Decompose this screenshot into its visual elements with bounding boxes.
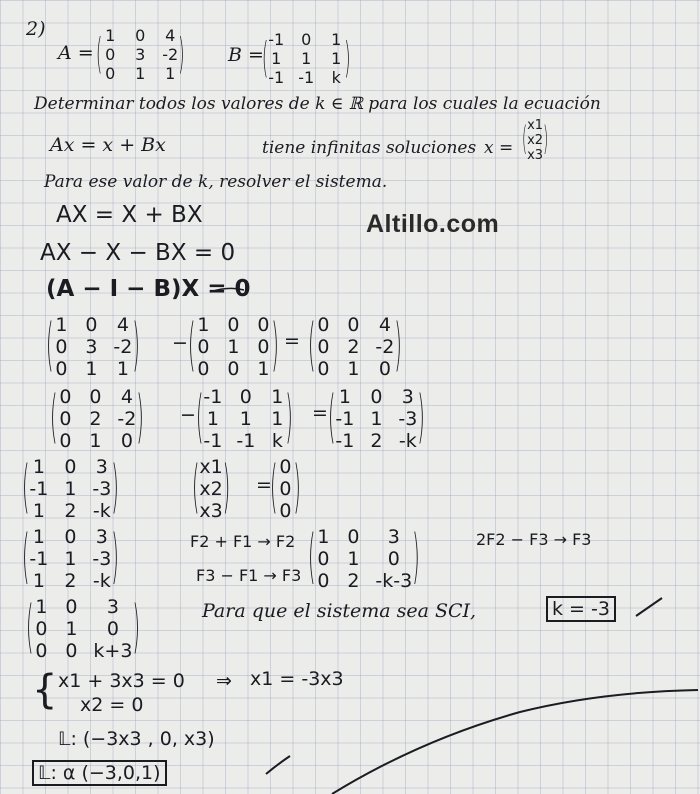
matrix-cell: 2 (347, 570, 360, 592)
left-paren: ( (46, 312, 54, 379)
minus-sign-2: − (180, 404, 196, 426)
right-paren: ) (344, 32, 351, 82)
matrix-cell: 0 (279, 500, 292, 522)
matrix-cell: 1 (206, 408, 219, 430)
right-paren: ) (285, 384, 293, 451)
matrix-cell: 0 (59, 386, 72, 408)
right-paren: ) (293, 454, 301, 521)
matrix-cell: -k (92, 570, 111, 592)
solution-set: 𝕃: (−3x3 , 0, x3) (58, 728, 215, 750)
row-op-3: 2F2 − F3 → F3 (476, 530, 592, 549)
left-paren: ( (196, 384, 204, 451)
matrix-cell: -1 (29, 548, 49, 570)
matrix-cell: 1 (227, 336, 240, 358)
matrix-cell: -1 (268, 30, 285, 49)
matrix-cell: 0 (347, 314, 360, 336)
matrix-cell: -k-3 (375, 570, 413, 592)
matrix-cell: -2 (162, 45, 179, 64)
matrix-cell: 1 (32, 526, 45, 548)
matrix-cell: 0 (227, 358, 240, 380)
sci-conclusion: Para que el sistema sea SCI, (202, 600, 477, 622)
matrix-cell: k (331, 68, 341, 87)
matrix-cell: -k (92, 500, 111, 522)
matrix-cell: -1 (236, 430, 256, 452)
matrix-cell: 1 (370, 408, 383, 430)
right-paren: ) (111, 523, 119, 592)
matrix-cell: 2 (347, 336, 360, 358)
matrix-cell: 1 (32, 456, 45, 478)
matrix-cell: -k (398, 430, 417, 452)
right-paren: ) (132, 312, 140, 379)
matrix-cell: 0 (35, 618, 48, 640)
matrix-cell: 0 (65, 596, 78, 618)
left-paren: ( (22, 523, 30, 592)
matrix-cell: -3 (92, 478, 112, 500)
matrix-cell: 4 (165, 26, 176, 45)
equals-sign-2: = (312, 402, 328, 424)
step-2: AX − X − BX = 0 (40, 240, 236, 266)
matrix-cell: 3 (95, 526, 108, 548)
left-paren: ( (22, 454, 30, 521)
matrix-cell: 1 (105, 26, 116, 45)
matrix-cell: 3 (401, 386, 414, 408)
matrix-cell: 1 (301, 49, 312, 68)
right-paren: ) (178, 28, 185, 78)
matrix-cell: x3 (199, 500, 223, 522)
matrix-cell: 0 (55, 336, 68, 358)
matrix-cell: 0 (197, 336, 210, 358)
matrix-cell: 1 (64, 548, 77, 570)
matrix-cell: 3 (95, 456, 108, 478)
matrix-cell: 1 (32, 500, 45, 522)
matrix-b-label: B = (228, 44, 264, 66)
matrix-cell: 1 (331, 49, 342, 68)
matrix-cell: 4 (116, 314, 129, 336)
matrix-cell: -3 (398, 408, 418, 430)
matrix-cell: x1 (199, 456, 223, 478)
implies-arrow: ⇒ (216, 670, 232, 692)
k-answer-box: k = -3 (546, 596, 616, 622)
matrix-cell: 0 (387, 548, 400, 570)
matrix-cell: -2 (117, 408, 137, 430)
left-paren: ( (522, 121, 528, 160)
matrix-cell: x3 (527, 148, 544, 163)
matrix-cell: 0 (135, 26, 146, 45)
matrix-cell: -3 (92, 548, 112, 570)
matrix-cell: 3 (387, 526, 400, 548)
matrix-cell: 2 (370, 430, 383, 452)
matrix-cell: 0 (89, 386, 102, 408)
matrix-cell: 1 (331, 30, 342, 49)
matrix-cell: 1 (165, 64, 176, 83)
matrix-cell: 0 (227, 314, 240, 336)
matrix-cell: 1 (65, 618, 78, 640)
matrix-cell: 4 (378, 314, 391, 336)
equals-sign-1: = (284, 330, 300, 352)
matrix-cell: -1 (203, 430, 223, 452)
equation-1: x1 + 3x3 = 0 (58, 670, 185, 692)
matrix-cell: k+3 (93, 640, 133, 662)
matrix-cell: -1 (203, 386, 223, 408)
right-paren: ) (417, 384, 425, 451)
matrix-cell: 0 (105, 64, 116, 83)
matrix-cell: 0 (105, 45, 116, 64)
matrix-cell: k (271, 430, 283, 452)
matrix-cell: 0 (120, 430, 133, 452)
matrix-cell: -1 (268, 68, 285, 87)
matrix-cell: 0 (239, 386, 252, 408)
x-label: x = (484, 138, 514, 158)
matrix-cell: 0 (378, 358, 391, 380)
matrix-cell: 0 (35, 640, 48, 662)
equals-sign-3: = (256, 474, 272, 496)
statement-line1: Determinar todos los valores de k ∈ ℝ para los cuales la ecuación (34, 94, 601, 114)
matrix-cell: 0 (59, 408, 72, 430)
matrix-cell: 1 (257, 358, 270, 380)
matrix-cell: 0 (317, 570, 330, 592)
watermark-logo: Altillo.com (366, 210, 500, 238)
matrix-cell: 0 (64, 456, 77, 478)
matrix-cell: 0 (279, 478, 292, 500)
matrix-cell: 1 (32, 570, 45, 592)
matrix-cell: 0 (55, 358, 68, 380)
matrix-cell: 0 (370, 386, 383, 408)
matrix-cell: x2 (527, 133, 544, 148)
statement-line3: Para ese valor de k, resolver el sistema. (44, 172, 388, 192)
left-paren: ( (50, 384, 58, 451)
matrix-cell: 3 (106, 596, 119, 618)
left-paren: ( (26, 594, 34, 661)
matrix-cell: 0 (59, 430, 72, 452)
matrix-cell: 1 (317, 526, 330, 548)
matrix-cell: 0 (106, 618, 119, 640)
check-mark-1 (636, 598, 662, 616)
matrix-cell: 3 (135, 45, 146, 64)
matrix-cell: 1 (239, 408, 252, 430)
matrix-cell: 4 (120, 386, 133, 408)
problem-number: 2) (26, 18, 46, 40)
matrix-cell: 1 (55, 314, 68, 336)
matrix-cell: 0 (317, 548, 330, 570)
matrix-cell: 1 (135, 64, 146, 83)
row-op-2: F3 − F1 → F3 (196, 566, 302, 585)
matrix-cell: 1 (35, 596, 48, 618)
curve-stroke (332, 690, 698, 794)
matrix-cell: 1 (197, 314, 210, 336)
left-paren: ( (96, 28, 103, 78)
matrix-cell: 1 (271, 408, 284, 430)
matrix-cell: -1 (29, 478, 49, 500)
matrix-cell: 0 (279, 456, 292, 478)
matrix-cell: 0 (317, 336, 330, 358)
matrix-cell: 0 (317, 314, 330, 336)
matrix-cell: -1 (298, 68, 315, 87)
statement-equation: Ax = x + Bx (50, 134, 166, 156)
left-paren: ( (262, 32, 269, 82)
right-paren: ) (394, 312, 402, 379)
left-paren: ( (188, 312, 196, 379)
system-brace: { (32, 667, 58, 713)
matrix-cell: 1 (271, 386, 284, 408)
left-paren: ( (270, 454, 278, 521)
right-paren: ) (132, 594, 140, 661)
matrix-cell: -1 (335, 408, 355, 430)
right-paren: ) (111, 454, 119, 521)
left-paren: ( (308, 312, 316, 379)
matrix-cell: 2 (64, 570, 77, 592)
left-paren: ( (192, 454, 200, 521)
matrix-cell: 1 (64, 478, 77, 500)
matrix-cell: 0 (197, 358, 210, 380)
step-3: (A − I − B)X = 0 (46, 276, 251, 302)
statement-line2: tiene infinitas soluciones (262, 138, 477, 158)
matrix-cell: 1 (271, 49, 282, 68)
right-paren: ) (543, 121, 549, 160)
matrix-a-label: A = (58, 42, 94, 64)
left-paren: ( (328, 384, 336, 451)
matrix-cell: -1 (335, 430, 355, 452)
matrix-cell: 0 (317, 358, 330, 380)
matrix-cell: 3 (85, 336, 98, 358)
matrix-cell: 0 (301, 30, 312, 49)
matrix-cell: -2 (113, 336, 133, 358)
right-paren: ) (271, 312, 279, 379)
right-paren: ) (412, 523, 420, 592)
matrix-cell: 0 (64, 526, 77, 548)
row-op-1: F2 + F1 → F2 (190, 532, 296, 551)
matrix-cell: 1 (338, 386, 351, 408)
underline-hint (210, 288, 244, 292)
matrix-cell: x1 (527, 118, 544, 133)
step-1: AX = X + BX (56, 202, 203, 228)
matrix-cell: 1 (347, 548, 360, 570)
left-paren: ( (308, 523, 316, 592)
matrix-cell: x2 (199, 478, 223, 500)
check-mark-2 (266, 756, 290, 774)
matrix-cell: 1 (347, 358, 360, 380)
matrix-cell: 2 (89, 408, 102, 430)
final-answer-box: 𝕃: α (−3,0,1) (32, 760, 167, 786)
matrix-cell: 0 (257, 336, 270, 358)
matrix-cell: 1 (116, 358, 129, 380)
matrix-cell: -2 (375, 336, 395, 358)
equation-1-solved: x1 = -3x3 (250, 668, 344, 690)
minus-sign-1: − (172, 332, 188, 354)
right-paren: ) (222, 454, 231, 521)
matrix-cell: 0 (85, 314, 98, 336)
matrix-cell: 1 (89, 430, 102, 452)
matrix-cell: 1 (85, 358, 98, 380)
matrix-cell: 2 (64, 500, 77, 522)
right-paren: ) (136, 384, 144, 451)
equation-2: x2 = 0 (80, 694, 144, 716)
matrix-cell: 0 (257, 314, 270, 336)
matrix-cell: 0 (65, 640, 78, 662)
matrix-cell: 0 (347, 526, 360, 548)
